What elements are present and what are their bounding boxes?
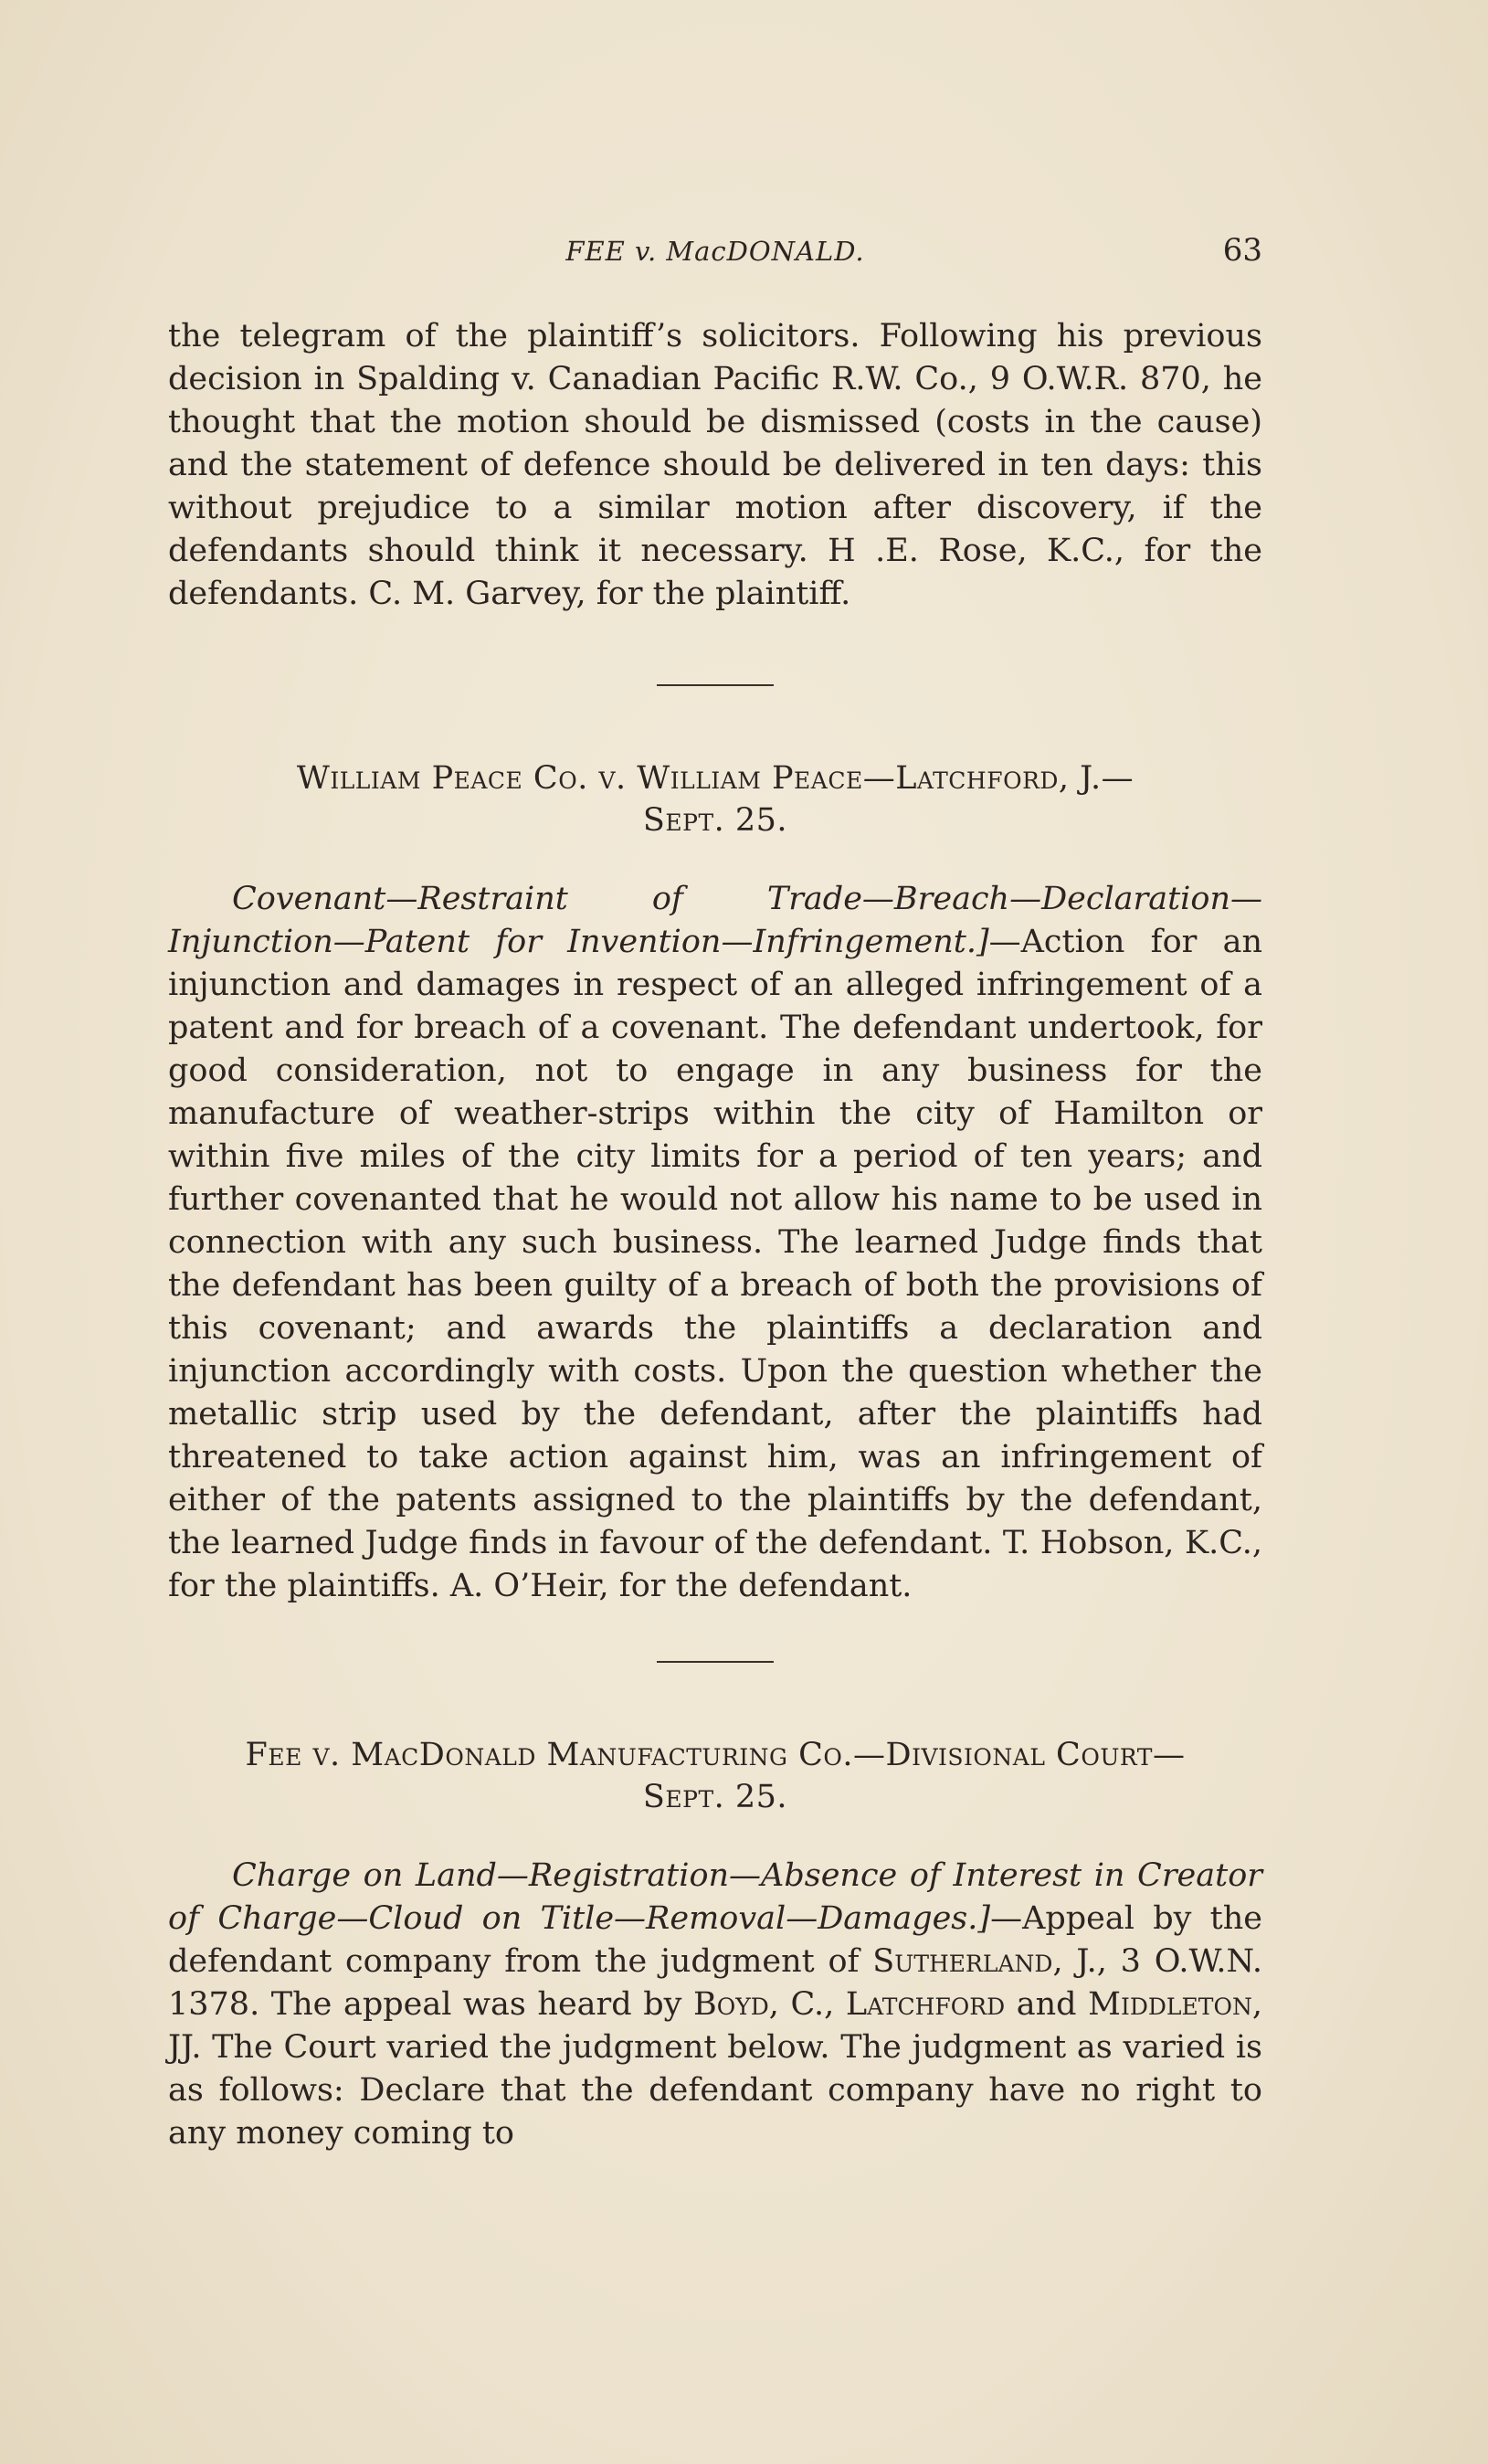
case-text: , C., xyxy=(768,1986,846,2023)
case-text: —Appeal by the defendant company from the judgment of xyxy=(168,1900,1263,1980)
case-text: , J., 3 O.W.N. 1378. The appeal was heard by xyxy=(168,1943,1262,2023)
section-divider xyxy=(657,1661,774,1663)
running-head-title: FEE v. MacDONALD. xyxy=(565,236,865,267)
case-text: —Action for an injunction and damages in respect of an alleged infringement of a patent and for breach of a covenant. The defendant undertook, for good consideration, not to engage in any business for the manufacture of weather-strips within the city of Hamilton or within five miles of the city limits for a period of ten years; and further covenanted that he would not allow his name to be used in connection with any such business. The learned Judge finds that the defendant has been guilty of a breach of both the provisions of this covenant; and awards the plaintiffs a declaration and injunction accordingly with costs. Upon the question whether the metallic strip used by the defendant, after the plaintiffs had threatened to take action against him, was an infringement of either of the patents assigned to the plaintiffs by the defendant, the learned Judge finds in favour of the defendant. T. Hobson, K.C., for the plaintiffs. A. O’Heir, for the defendant. xyxy=(168,924,1262,1604)
case-heading-fee xyxy=(168,1734,1262,1818)
case-heading-line: William Peace Co. v. William Peace—Latchford, J.— xyxy=(296,760,1134,797)
judge-name: Middleton xyxy=(1088,1986,1252,2023)
case-text: and xyxy=(1005,1986,1089,2023)
page-body xyxy=(168,315,1262,2155)
section-divider xyxy=(657,684,774,686)
page-number: 63 xyxy=(1222,232,1262,269)
judge-name: Boyd xyxy=(693,1986,769,2023)
case-paragraph-fee xyxy=(168,1855,1262,2155)
case-heading-date: Sept. 25. xyxy=(642,802,788,839)
judge-name: Latchford xyxy=(845,1986,1006,2023)
case-text: , JJ. The Court varied the judgment below. The judgment as varied is as follows: Declare that the defendant company have no right to any money coming to xyxy=(168,1986,1262,2152)
running-head xyxy=(168,228,1262,283)
headnote: Covenant—Restraint of Trade—Breach—Declaration— Injunction—Patent for Invention—Infringement.] xyxy=(168,881,1262,960)
case-heading-line: Fee v. MacDonald Manufacturing Co.—Divisional Court— xyxy=(245,1737,1186,1773)
case-heading-date: Sept. 25. xyxy=(642,1779,788,1815)
headnote: Charge on Land—Registration—Absence of Interest in Creator of Charge—Cloud on Title—Removal—Damages.] xyxy=(168,1857,1262,1937)
case-paragraph-peace xyxy=(168,878,1262,1608)
judge-name: Sutherland xyxy=(872,1943,1053,1980)
case-heading-peace xyxy=(168,757,1262,841)
opening-paragraph: the telegram of the plaintiff’s solicitors. Following his previous decision in Spalding v. Canadian Pacific R.W. Co., 9 O.W.R. 870, he thought that the motion should be dismissed (costs in the cause) and the statement of defence should be delivered in ten days: this without prejudice to a similar motion after discovery, if the defendants should think it necessary. H .E. Rose, K.C., for the defendants. C. M. Garvey, for the plaintiff. xyxy=(168,318,1262,612)
